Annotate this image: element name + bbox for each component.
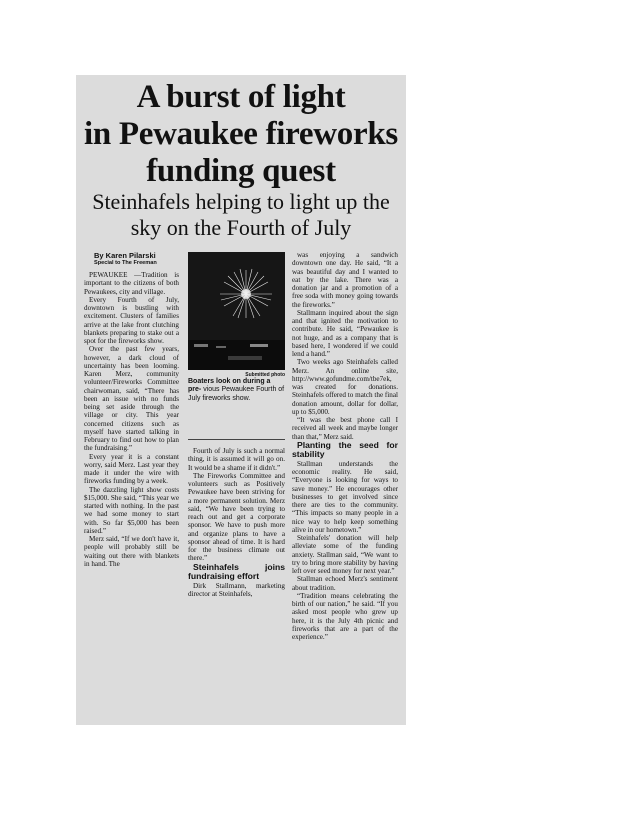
subhead-line-2: sky on the Fourth of July [130, 215, 352, 240]
section-heading: Steinhafels joins fundraising effort [188, 561, 285, 582]
subhead-line-1: Steinhafels helping to light up the [92, 189, 390, 214]
paragraph: “Tradition means celebrating the birth of our nation,” he said. “If you asked most people who grew up here, it is the July 4th picnic and fireworks that are a part of the experience.” [292, 591, 398, 642]
fireworks-photo [188, 252, 285, 370]
paragraph: The Fireworks Committee and volunteers such as Positively Pewaukee have been striving for a more permanent solution. Merz said, “We have been trying to reach out and get a corporate sponsor. We have to push more and organize plans to have a sponsor ahead of time. It is hard for the business climate out there.” [188, 471, 285, 563]
paragraph: Stallmann inquired about the sign and that ignited the motivation to contribute. He said, “Pewaukee is not huge, and as a company that is based here, I wondered if we could lend a hand.” [292, 308, 398, 358]
headline [76, 79, 406, 190]
paragraph: Two weeks ago Steinhafels called Merz. An online site, http://www.gofundme.com/tbe7ek, was created for donations. Steinhafels offered to match the final donation amount, dollar for dollar, up to $5,000. [292, 358, 398, 416]
headline-line-2: in Pewaukee fireworks [84, 116, 398, 152]
column-1 [84, 251, 179, 568]
caption-lead: Boaters look on during a pre- [188, 378, 271, 394]
paragraph: Every Fourth of July, downtown is bustling with excitement. Clusters of families arrive at the lake front clutching blankets preparing to stake out a spot for the fireworks show. [84, 295, 179, 345]
fireworks-image [188, 252, 285, 370]
paragraph: PEWAUKEE —Tradition is important to the citizens of both Pewaukees, city and village. [84, 271, 179, 296]
column-2 [188, 447, 285, 598]
paragraph: Stallman understands the economic reality. He said, “Everyone is looking for ways to save money.” He encourages other businesses to get involved since there are ties to the community. “This impacts so many people in a nice way to help keep something alive in our hometown.” [292, 459, 398, 534]
paragraph: “It was the best phone call I received all week and maybe longer than that,” Merz said. [292, 416, 398, 441]
caption-text: vious Pewaukee Fourth of July fireworks show. [188, 386, 285, 402]
paragraph: Stallman echoed Merz's sentiment about tradition. [292, 575, 398, 592]
paragraph: Over the past few years, however, a dark cloud of uncertainty has been looming. Karen Merz, community volunteer/Fireworks Committee chairwoman, said, “There has been an issue with no funds being set aside through the village or city. This year concerned citizens such as myself have started talking in February to find out how to plan the fundraising.” [84, 345, 179, 453]
paragraph: Fourth of July is such a normal thing, it is assumed it will go on. It would be a shame if it didn't.” [188, 447, 285, 472]
photo-caption [188, 378, 285, 403]
paragraph: Steinhafels' donation will help alleviate some of the funding anxiety. Stallman said, “We want to try to bring more stability by having left over seed money for next year.” [292, 534, 398, 576]
headline-line-3: funding quest [146, 153, 336, 189]
caption-divider [188, 439, 285, 440]
byline-credit: Special to The Freeman [94, 260, 157, 266]
newspaper-clipping [76, 75, 406, 725]
section-heading: Planting the seed for stability [292, 439, 398, 460]
subheadline [76, 189, 406, 241]
photo-credit: Submitted photo [245, 372, 285, 378]
paragraph: Every year it is a constant worry, said Merz. Last year they made it under the wire with fireworks funding by a week. [84, 452, 179, 486]
paragraph: The dazzling light show costs $15,000. She said, “This year we started with nothing. In the past we had some money to start with. So far $5,000 has been raised.” [84, 485, 179, 535]
paragraph: Merz said, “If we don't have it, people will probably still be waiting out there with blankets in hand. The [84, 535, 179, 568]
byline: By Karen Pilarski [94, 251, 156, 260]
paragraph: Dirk Stallmann, marketing director at Steinhafels, [188, 581, 285, 598]
paragraph: was enjoying a sandwich downtown one day. He said, “It a was beautiful day and I wanted to eat by the lake. There was a donation jar and a promotion of a free soda with money going towards the fireworks.” [292, 251, 398, 309]
headline-line-1: A burst of light [136, 79, 346, 115]
column-3 [292, 251, 398, 641]
